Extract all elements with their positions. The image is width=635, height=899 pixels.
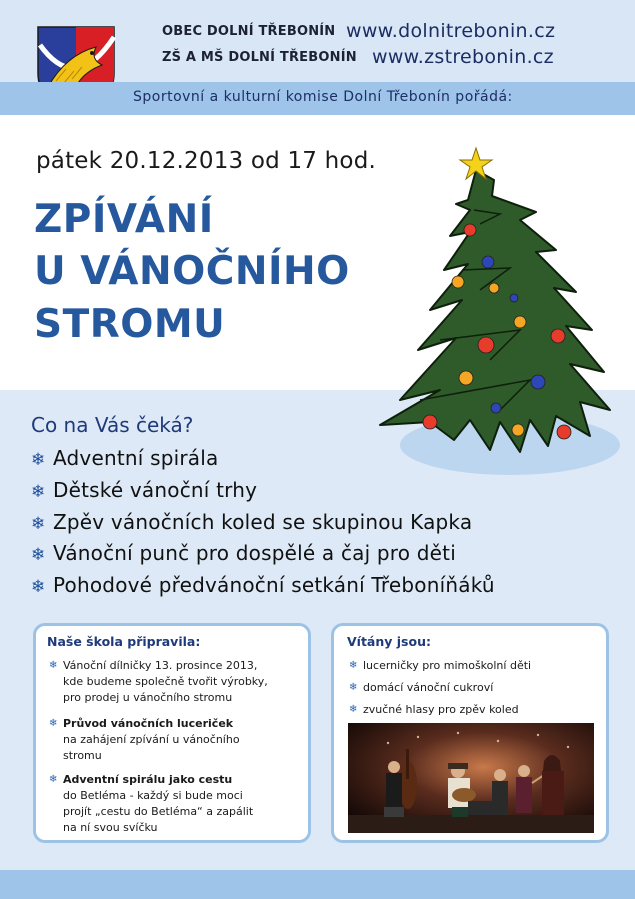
url-school[interactable]: www.zstrebonin.cz bbox=[372, 46, 554, 68]
welcome-item: ❄ domácí vánoční cukroví bbox=[349, 681, 494, 694]
event-title-line-1: ZPÍVÁNÍ bbox=[34, 197, 214, 242]
snowflake-icon: ❄ bbox=[349, 660, 358, 671]
snowflake-icon: ❄ bbox=[31, 545, 46, 565]
org-village: OBEC DOLNÍ TŘEBONÍN bbox=[162, 24, 336, 39]
school-item: ❄ Vánoční dílničky 13. prosince 2013, kde budeme společně tvořit výrobky, pro prodej u vánočního stromu bbox=[49, 659, 268, 704]
event-title-line-2: U VÁNOČNÍHO bbox=[34, 249, 350, 294]
footer-band bbox=[0, 870, 635, 899]
welcome-box-heading: Vítány jsou: bbox=[347, 634, 431, 649]
organizer-text: Sportovní a kulturní komise Dolní Třebonín pořádá: bbox=[133, 89, 513, 105]
snowflake-icon: ❄ bbox=[31, 514, 46, 534]
org-school: ZŠ A MŠ DOLNÍ TŘEBONÍN bbox=[162, 50, 357, 65]
snowflake-icon: ❄ bbox=[49, 774, 58, 785]
welcome-box bbox=[331, 623, 609, 843]
school-box-heading: Naše škola připravila: bbox=[47, 634, 201, 649]
snowflake-icon: ❄ bbox=[31, 482, 46, 502]
school-box bbox=[33, 623, 311, 843]
event-date: pátek 20.12.2013 od 17 hod. bbox=[36, 148, 377, 174]
snowflake-icon: ❄ bbox=[49, 660, 58, 671]
snowflake-icon: ❄ bbox=[349, 682, 358, 693]
url-village[interactable]: www.dolnitrebonin.cz bbox=[346, 20, 556, 42]
band-performance-photo bbox=[348, 723, 594, 833]
program-item: ❄ Vánoční punč pro dospělé a čaj pro děti bbox=[31, 541, 456, 565]
program-item: ❄ Zpěv vánočních koled se skupinou Kapka bbox=[31, 510, 473, 534]
event-title-line-3: STROMU bbox=[34, 302, 226, 347]
school-item: ❄ Adventní spirálu jako cestu do Betléma - každý si bude moci projít „cestu do Betléma“ a zapálit na ní svou svíčku bbox=[49, 773, 254, 834]
program-item: ❄ Dětské vánoční trhy bbox=[31, 478, 258, 502]
welcome-item: ❄ zvučné hlasy pro zpěv koled bbox=[349, 703, 519, 716]
welcome-item: ❄ lucerničky pro mimoškolní děti bbox=[349, 659, 532, 672]
christmas-tree-illustration bbox=[370, 140, 630, 490]
program-item: ❄ Pohodové předvánoční setkání Třeboníňáků bbox=[31, 573, 495, 597]
school-item: ❄ Průvod vánočních luceriček na zahájení zpívání u vánočního stromu bbox=[49, 717, 240, 762]
snowflake-icon: ❄ bbox=[49, 718, 58, 729]
program-heading: Co na Vás čeká? bbox=[31, 413, 194, 437]
snowflake-icon: ❄ bbox=[31, 577, 46, 597]
program-item: ❄ Adventní spirála bbox=[31, 446, 219, 470]
snowflake-icon: ❄ bbox=[31, 450, 46, 470]
snowflake-icon: ❄ bbox=[349, 704, 358, 715]
